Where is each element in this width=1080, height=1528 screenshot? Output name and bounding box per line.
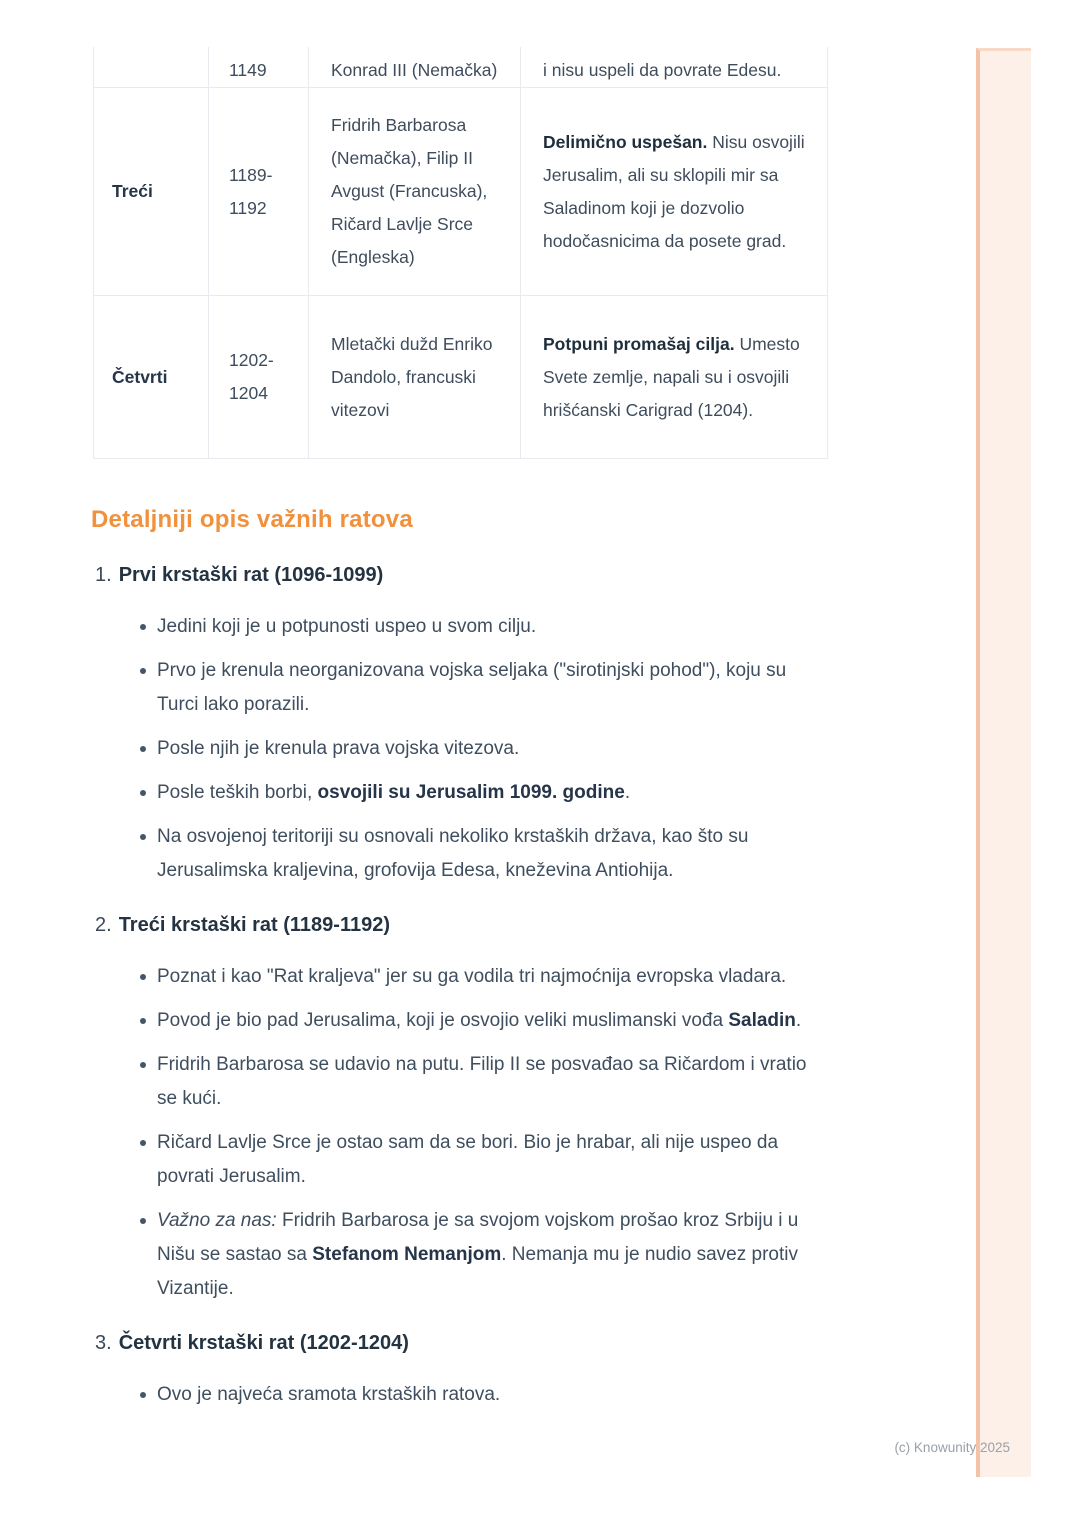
crusade-name-cell: Četvrti [94, 296, 209, 459]
subsection-title [95, 560, 1080, 590]
subsection-number: 2. [95, 914, 112, 936]
bullet-item: Prvo je krenula neorganizovana vojska seljaka ("sirotinjski pohod"), koju su Turci lako porazili. [140, 654, 830, 722]
bullet-item: Ovo je najveća sramota krstaških ratova. [140, 1378, 830, 1412]
outcome-verdict: Delimično uspešan. [543, 131, 708, 152]
crusade-name-cell: Treći [94, 88, 209, 296]
crusade-leaders-cell: Mletački dužd Enriko Dandolo, francuski vitezovi [309, 296, 521, 459]
subsection-number: 3. [95, 1332, 112, 1354]
subsection-number: 1. [95, 564, 112, 586]
outcome-detail: Nisu osvojili Jerusalim, ali su sklopili mir sa Saladinom koji je dozvolio hodočasnicima da posete grad. [543, 131, 805, 251]
subsection-title [95, 1328, 1080, 1358]
outcome-detail: Umesto Svete zemlje, napali su i osvojili hrišćanski Carigrad (1204). [543, 333, 800, 420]
crusades-table [93, 47, 828, 459]
bullet-list [95, 960, 1080, 1306]
list-item-fourth-crusade [95, 1328, 1080, 1412]
crusade-name-cell [94, 47, 209, 88]
copyright-footer: (c) Knowunity 2025 [894, 1440, 1010, 1455]
bullet-item: Na osvojenoj teritoriji su osnovali nekoliko krstaških država, kao što su Jerusalimska kraljevina, grofovija Edesa, kneževina Antiohija. [140, 820, 830, 888]
table-row-third-crusade [94, 88, 828, 296]
bullet-item: Posle teških borbi, osvojili su Jerusalim 1099. godine. [140, 776, 830, 810]
table-row-fourth-crusade [94, 296, 828, 459]
subsection-title [95, 910, 1080, 940]
crusade-outcome-cell: i nisu uspeli da povrate Edesu. [521, 47, 828, 88]
table-row-second-crusade-partial [94, 47, 828, 88]
subsection-name: Četvrti krstaški rat (1202-1204) [118, 1332, 409, 1354]
crusade-outcome-cell [521, 88, 828, 296]
crusade-leaders-cell: Fridrih Barbarosa (Nemačka), Filip II Avgust (Francuska), Ričard Lavlje Srce (Engleska) [309, 88, 521, 296]
document-content [0, 47, 1080, 1416]
bullet-item: Ričard Lavlje Srce je ostao sam da se bori. Bio je hrabar, ali nije uspeo da povrati Jerusalim. [140, 1126, 830, 1194]
bullet-item: Fridrih Barbarosa se udavio na putu. Filip II se posvađao sa Ričardom i vratio se kući. [140, 1048, 830, 1116]
bullet-list [95, 1378, 1080, 1412]
list-item-third-crusade [95, 910, 1080, 1306]
crusade-outcome-cell [521, 296, 828, 459]
bullet-item: Poznat i kao "Rat kraljeva" jer su ga vodila tri najmoćnija evropska vladara. [140, 960, 830, 994]
bullet-item: Važno za nas: Fridrih Barbarosa je sa svojom vojskom prošao kroz Srbiju i u Nišu se sastao sa Stefanom Nemanjom. Nemanja mu je nudio savez protiv Vizantije. [140, 1204, 830, 1306]
outcome-verdict: Potpuni promašaj cilja. [543, 333, 735, 354]
crusade-leaders-cell: Konrad III (Nemačka) [309, 47, 521, 88]
crusade-years-cell: 1189-1192 [209, 88, 309, 296]
subsection-name: Prvi krstaški rat (1096-1099) [118, 564, 384, 586]
bullet-item: Posle njih je krenula prava vojska vitezova. [140, 732, 830, 766]
bullet-item: Jedini koji je u potpunosti uspeo u svom cilju. [140, 610, 830, 644]
bullet-item: Povod je bio pad Jerusalima, koji je osvojio veliki muslimanski vođa Saladin. [140, 1004, 830, 1038]
section-heading: Detaljniji opis važnih ratova [91, 506, 413, 533]
crusade-years-cell: 1149 [209, 47, 309, 88]
crusade-years-cell: 1202-1204 [209, 296, 309, 459]
bullet-list [95, 610, 1080, 888]
list-item-first-crusade [95, 560, 1080, 888]
wars-list [0, 560, 1080, 1412]
subsection-name: Treći krstaški rat (1189-1192) [118, 914, 390, 936]
